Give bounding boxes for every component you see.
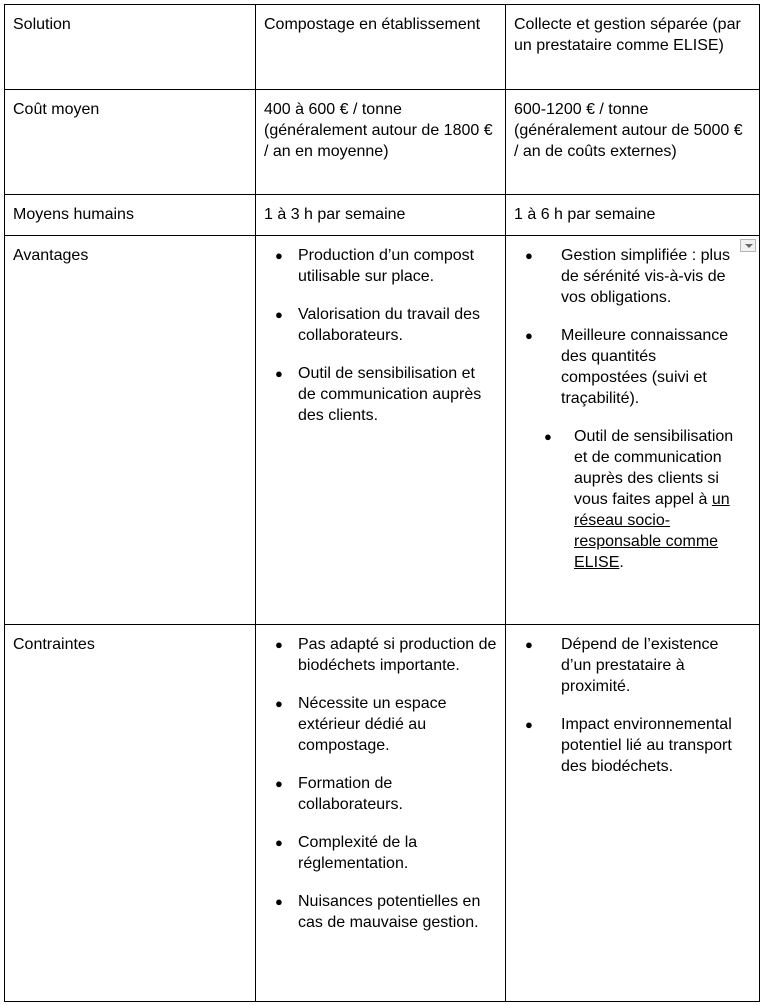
cost-label: Coût moyen [5,90,256,195]
list-item-text: Nécessite un espace extérieur dédié au compostage. [298,695,447,754]
list-item [264,693,497,756]
list-item-text: Pas adapté si production de biodéchets importante. [298,636,497,674]
header-solution: Solution [5,5,256,90]
comparison-table [4,4,760,1002]
bullet-icon: ● [544,429,552,444]
bullet-icon: ● [275,637,283,652]
list-item [514,245,751,308]
table-row-advantages [5,236,760,625]
advantages-composting-list [264,245,497,426]
cost-collection: 600-1200 € / tonne (généralement autour de 5000 € / an de coûts externes) [506,90,760,195]
table-row-header [5,5,760,90]
list-item [514,325,751,409]
elise-network-link[interactable]: un réseau socio-responsable comme ELISE [574,491,730,571]
constraints-composting-list [264,634,497,933]
table-row-staff [5,195,760,236]
list-item [514,714,751,777]
bullet-icon: ● [525,717,533,732]
bullet-icon: ● [525,637,533,652]
header-option-composting: Compostage en établissement [256,5,506,90]
advantages-composting [256,236,506,625]
bullet-icon: ● [275,776,283,791]
list-item-text: Production d’un compost utilisable sur place. [298,247,475,285]
bullet-icon: ● [275,366,283,381]
advantages-collection [506,236,760,625]
constraints-label: Contraintes [5,625,256,1002]
constraints-collection [506,625,760,1002]
list-item-text: Valorisation du travail des collaborateurs. [298,306,481,344]
table-row-cost [5,90,760,195]
list-item-text: Complexité de la réglementation. [298,834,418,872]
constraints-collection-list [514,634,751,777]
table-row-constraints [5,625,760,1002]
list-item [264,773,497,815]
list-item-text: Dépend de l’existence d’un prestataire à proximité. [561,636,719,695]
bullet-icon: ● [275,248,283,263]
list-item [264,245,497,287]
list-item-text: Impact environnemental potentiel lié au transport des biodéchets. [561,716,732,775]
header-option-collection: Collecte et gestion séparée (par un prestataire comme ELISE) [506,5,760,90]
list-item-text: Gestion simplifiée : plus de sérénité vis-à-vis de vos obligations. [561,247,730,306]
list-item [514,634,751,697]
list-item [264,832,497,874]
bullet-icon: ● [525,248,533,263]
bullet-icon: ● [275,835,283,850]
list-item-text: Outil de sensibilisation et de communication auprès des clients. [298,365,482,424]
cost-composting: 400 à 600 € / tonne (généralement autour de 1800 € / an en moyenne) [256,90,506,195]
staff-label: Moyens humains [5,195,256,236]
list-item-text: Meilleure connaissance des quantités compostées (suivi et traçabilité). [561,327,729,407]
list-item-text: Nuisances potentielles en cas de mauvaise gestion. [298,893,481,931]
staff-collection: 1 à 6 h par semaine [506,195,760,236]
advantages-label: Avantages [5,236,256,625]
list-item-text: Formation de collaborateurs. [298,775,403,813]
list-item-text: Outil de sensibilisation et de communication auprès des clients si vous faites appel à [574,428,734,508]
bullet-icon: ● [275,307,283,322]
bullet-icon: ● [275,894,283,909]
list-item [264,304,497,346]
list-item-end: . [619,554,624,571]
list-item [264,891,497,933]
list-item [264,634,497,676]
bullet-icon: ● [275,696,283,711]
bullet-icon: ● [525,328,533,343]
list-item [264,363,497,426]
list-item-nested [514,426,751,573]
advantages-collection-list [514,245,751,573]
staff-composting: 1 à 3 h par semaine [256,195,506,236]
constraints-composting [256,625,506,1002]
